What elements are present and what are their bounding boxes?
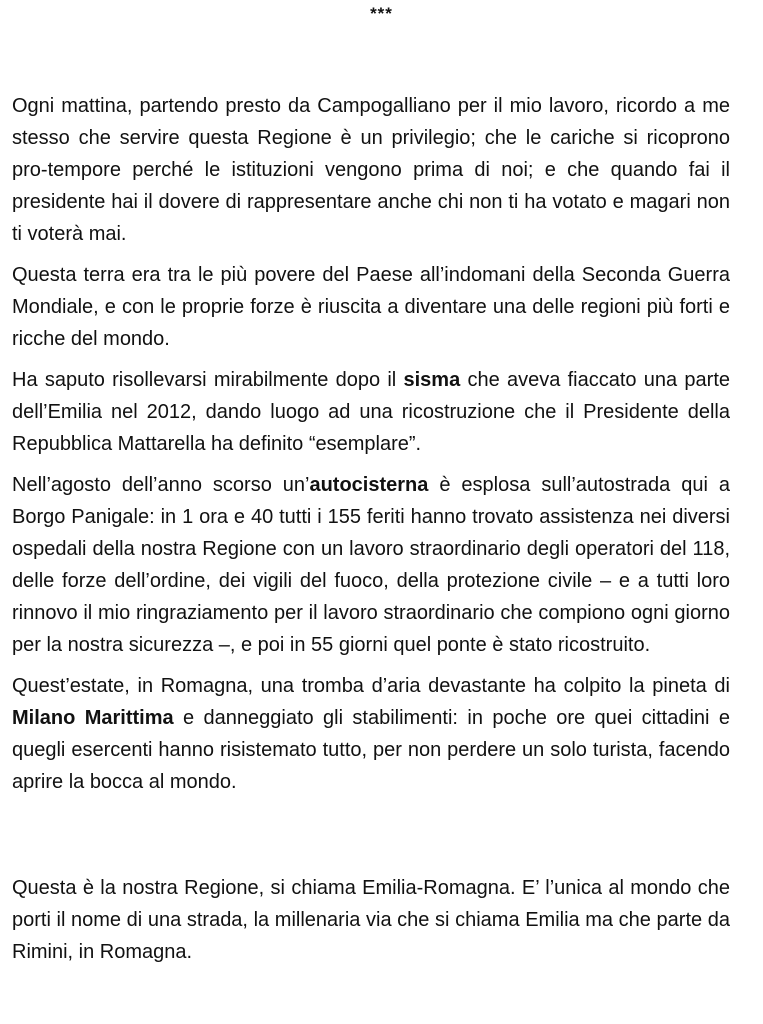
paragraph-tanker-explosion: [12, 469, 730, 661]
paragraph-text: Ogni mattina, partendo presto da Campogalliano per il mio lavoro, ricordo a me stesso che servire questa Regione è un privilegio; che le cariche si ricoprono pro-tempore perché le istituzioni vengono prima di noi; e che quando fai il presidente hai il dovere di rappresentare anche chi non ti ha votato e magari non ti voterà mai.: [12, 95, 730, 245]
section-separator: ***: [370, 4, 393, 23]
bold-keyword: sisma: [403, 369, 461, 391]
paragraph-text: è esplosa sull’autostrada qui a Borgo Panigale: in 1 ora e 40 tutti i 155 feriti hanno trovato assistenza nei diversi ospedali della nostra Regione con un lavoro straordinario degli operatori del 118, delle forze dell’ordine, dei vigili del fuoco, della protezione civile – e a tutti loro rinnovo il mio ringraziamento per il lavoro straordinario che compiono ogni giorno per la nostra sicurezza –, e poi in 55 giorni quel ponte è stato ricostruito.: [12, 474, 730, 656]
paragraph-text: e danneggiato gli stabilimenti: in poche ore quei cittadini e quegli esercenti hanno risistemato tutto, per non perdere un solo turista, facendo aprire la bocca al mondo.: [12, 707, 730, 793]
paragraph-postwar-growth: [12, 259, 730, 355]
paragraph-region-name: [12, 872, 730, 968]
paragraph-whirlwind-romagna: [12, 670, 730, 798]
paragraph-text: Ha saputo risollevarsi mirabilmente dopo il: [12, 369, 404, 391]
paragraph-text: che aveva fiaccato una parte dell’Emilia nel 2012, dando luogo ad una ricostruzione che il Presidente della Repubblica Mattarella ha definito “esemplare”.: [12, 369, 731, 455]
paragraph-text: Questa terra era tra le più povere del Paese all’indomani della Seconda Guerra Mondiale, e con le proprie forze è riuscita a diventare una delle regioni più forti e ricche del mondo.: [12, 264, 730, 350]
bold-keyword: autocisterna: [309, 474, 429, 496]
paragraph-earthquake-recovery: [12, 364, 730, 460]
paragraph-text: Nell’agosto dell’anno scorso un’: [12, 474, 310, 496]
document-body: [12, 90, 730, 968]
paragraph-text: Quest’estate, in Romagna, una tromba d’aria devastante ha colpito la pineta di: [12, 675, 730, 697]
bold-keyword: Milano Marittima: [12, 707, 174, 729]
paragraph-morning-commute: [12, 90, 730, 250]
paragraph-text: Questa è la nostra Regione, si chiama Emilia-Romagna. E’ l’unica al mondo che porti il nome di una strada, la millenaria via che si chiama Emilia ma che parte da Rimini, in Romagna.: [12, 877, 730, 963]
